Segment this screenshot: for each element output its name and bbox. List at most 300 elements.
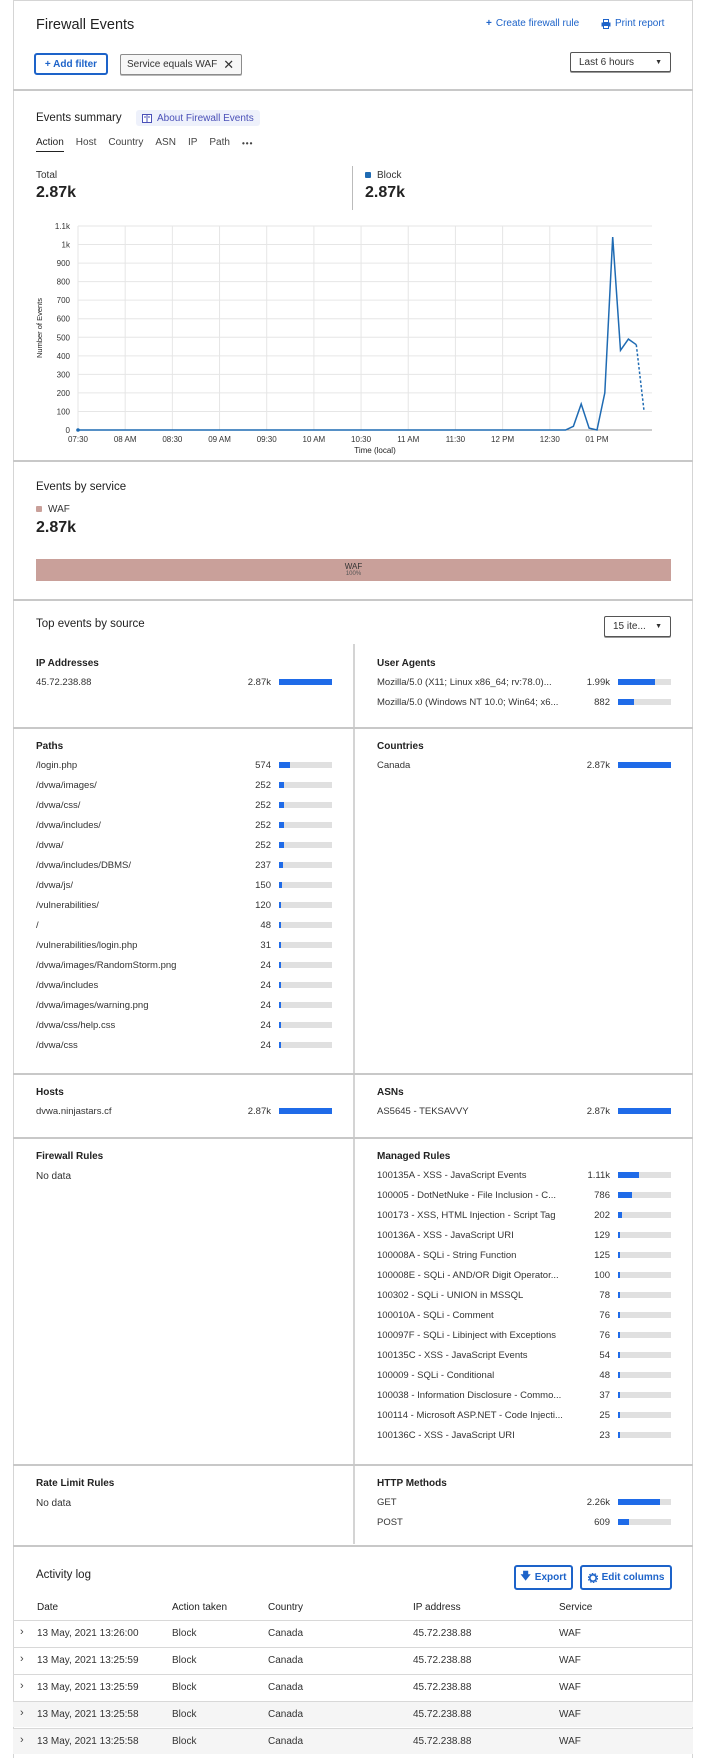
source-row-label: /vulnerabilities/: [36, 899, 99, 911]
source-row-bar: [279, 782, 332, 788]
no-data-text: No data: [36, 1498, 72, 1509]
source-row-bar: [618, 1392, 671, 1398]
printer-icon: [601, 19, 611, 29]
tab-ip[interactable]: IP: [187, 137, 198, 148]
source-row-label: 100136C - XSS - JavaScript URI: [377, 1429, 515, 1441]
source-row-value: 76: [599, 1309, 610, 1321]
source-row-label: /dvwa/includes/: [36, 819, 101, 831]
source-row-bar: [279, 942, 332, 948]
source-row-bar-fill: [618, 1519, 629, 1525]
tab-country[interactable]: Country: [108, 137, 144, 148]
events-by-service-title: Events by service: [36, 481, 127, 493]
page-title: Firewall Events: [36, 17, 135, 33]
chevron-right-icon[interactable]: ›: [20, 1734, 24, 1746]
source-row-label: 100302 - SQLi - UNION in MSSQL: [377, 1289, 524, 1301]
source-row[interactable]: [36, 878, 332, 892]
source-row-label: 100008E - SQLi - AND/OR Digit Operator...: [377, 1269, 559, 1281]
table-cell: 45.72.238.88: [413, 1628, 472, 1639]
source-row-bar: [618, 1108, 671, 1114]
source-row[interactable]: [377, 675, 671, 689]
source-row[interactable]: [36, 838, 332, 852]
source-row[interactable]: [377, 1428, 671, 1442]
table-row[interactable]: [13, 1701, 693, 1727]
no-data-text: No data: [36, 1171, 72, 1182]
source-row-bar-fill: [618, 1192, 632, 1198]
y-tick-label: 400: [56, 351, 70, 361]
source-row-bar-fill: [618, 1499, 660, 1505]
source-row-bar-fill: [279, 782, 284, 788]
tab-action[interactable]: Action: [36, 137, 64, 152]
source-row-bar-fill: [618, 1252, 620, 1258]
source-row[interactable]: [377, 1388, 671, 1402]
source-row[interactable]: [36, 938, 332, 952]
tab-asn[interactable]: ASN: [155, 137, 176, 148]
source-row-bar-fill: [279, 962, 281, 968]
x-tick-label: 07:30: [67, 435, 89, 444]
source-row[interactable]: [36, 998, 332, 1012]
panel-title-ip-addresses: IP Addresses: [36, 658, 99, 669]
x-tick-label: 12:30: [539, 435, 560, 444]
source-row-value: 24: [260, 1039, 271, 1051]
chevron-down-icon: ▼: [655, 58, 662, 66]
table-cell: 13 May, 2021 13:25:59: [37, 1682, 139, 1693]
source-row-bar-fill: [279, 822, 284, 828]
source-row-bar-fill: [279, 842, 284, 848]
source-row-value: 129: [594, 1229, 610, 1241]
panel-title-asns: ASNs: [377, 1087, 404, 1098]
table-cell: Block: [172, 1709, 197, 1720]
panel-title-hosts: Hosts: [36, 1087, 64, 1098]
source-row[interactable]: [377, 1104, 671, 1118]
source-row-value: 252: [255, 779, 271, 791]
table-row[interactable]: [13, 1728, 693, 1754]
source-row-bar: [279, 1108, 332, 1114]
y-tick-label: 1k: [61, 240, 70, 250]
source-row-value: 24: [260, 959, 271, 971]
source-row-value: 1.11k: [587, 1169, 610, 1181]
source-row-value: 2.87k: [247, 676, 271, 688]
source-row-bar-fill: [618, 1392, 620, 1398]
source-row-value: 54: [599, 1349, 610, 1361]
source-row-label: /dvwa/images/warning.png: [36, 999, 149, 1011]
summary-tabs: [36, 137, 265, 152]
source-row[interactable]: [377, 1208, 671, 1222]
x-tick-label: 09:30: [256, 435, 277, 444]
gear-icon: [588, 1573, 598, 1583]
y-tick-label: 0: [65, 426, 70, 435]
source-row-bar: [279, 882, 332, 888]
filter-chip: [120, 54, 242, 75]
source-row-label: 100173 - XSS, HTML Injection - Script Tag: [377, 1209, 556, 1221]
activity-table-header: [13, 1598, 693, 1618]
table-cell: Canada: [268, 1709, 304, 1720]
book-icon: [142, 114, 152, 123]
source-row-bar: [618, 1252, 671, 1258]
column-ip[interactable]: IP address: [413, 1602, 461, 1613]
source-row-bar-fill: [279, 1108, 332, 1114]
source-row[interactable]: [36, 675, 332, 689]
create-rule-link[interactable]: + Create firewall rule: [486, 18, 580, 29]
source-row-bar: [279, 822, 332, 828]
chevron-right-icon[interactable]: ›: [20, 1707, 24, 1719]
source-row-bar-fill: [618, 1372, 620, 1378]
activity-log-title: Activity log: [36, 1569, 91, 1581]
source-row-bar-fill: [618, 762, 671, 768]
y-tick-label: 1.1k: [54, 222, 70, 231]
source-row[interactable]: [377, 1368, 671, 1382]
source-row-value: 786: [594, 1189, 610, 1201]
source-row-value: 76: [599, 1329, 610, 1341]
table-row[interactable]: [13, 1674, 693, 1700]
source-row-bar-fill: [279, 1022, 281, 1028]
source-row-label: Mozilla/5.0 (Windows NT 10.0; Win64; x6...: [377, 696, 559, 708]
source-row-value: 23: [599, 1429, 610, 1441]
source-row-bar-fill: [279, 862, 283, 868]
source-row-bar-fill: [618, 1412, 620, 1418]
source-row-bar-fill: [618, 699, 634, 705]
y-tick-label: 200: [56, 388, 70, 398]
source-row-bar-fill: [279, 679, 332, 685]
block-series-line: [78, 237, 636, 430]
x-tick-label: 08 AM: [113, 435, 137, 444]
time-range-select[interactable]: Last 6 hours ▼: [570, 52, 671, 72]
block-series-projection-line: [636, 345, 644, 412]
source-row-value: 31: [260, 939, 271, 951]
source-row-label: /dvwa/css/: [36, 799, 81, 811]
source-row-bar-fill: [618, 1108, 671, 1114]
table-cell: Block: [172, 1628, 197, 1639]
edit-columns-button[interactable]: Edit columns: [580, 1565, 672, 1590]
x-tick-label: 09 AM: [208, 435, 231, 444]
table-cell: 45.72.238.88: [413, 1709, 472, 1720]
source-row-value: 609: [594, 1516, 610, 1528]
source-row-value: 125: [594, 1249, 610, 1261]
source-row-bar: [618, 762, 671, 768]
source-row-bar: [618, 1372, 671, 1378]
source-row-label: 100038 - Information Disclosure - Commo...: [377, 1389, 562, 1401]
table-cell: 13 May, 2021 13:26:00: [37, 1628, 139, 1639]
x-tick-label: 10:30: [351, 435, 372, 444]
source-row-bar-fill: [279, 882, 282, 888]
source-row[interactable]: [377, 1168, 671, 1182]
source-row-value: 48: [260, 919, 271, 931]
source-row-bar: [279, 862, 332, 868]
source-row-label: /login.php: [36, 759, 78, 771]
source-row-value: 120: [255, 899, 271, 911]
x-tick-label: 08:30: [162, 435, 183, 444]
source-row-bar: [279, 842, 332, 848]
source-row-bar-fill: [279, 1002, 281, 1008]
y-tick-label: 700: [56, 296, 70, 306]
source-row-value: 252: [255, 799, 271, 811]
source-row-value: 1.99k: [586, 676, 610, 688]
source-row[interactable]: [36, 798, 332, 812]
source-row[interactable]: [377, 1348, 671, 1362]
table-cell: 45.72.238.88: [413, 1682, 472, 1693]
source-row-label: /dvwa/images/RandomStorm.png: [36, 959, 177, 971]
source-row-bar-fill: [618, 679, 655, 685]
source-row[interactable]: [36, 958, 332, 972]
plus-icon: +: [486, 18, 492, 29]
panel-title-countries: Countries: [377, 741, 424, 752]
table-cell: 13 May, 2021 13:25:59: [37, 1655, 139, 1666]
source-row[interactable]: [36, 1038, 332, 1052]
total-value: 2.87k: [36, 184, 77, 201]
table-cell: 45.72.238.88: [413, 1736, 472, 1747]
chevron-right-icon[interactable]: ›: [20, 1653, 24, 1665]
y-tick-label: 500: [56, 333, 70, 343]
source-row[interactable]: [377, 1248, 671, 1262]
source-row[interactable]: [36, 1018, 332, 1032]
source-row-label: AS5645 - TEKSAVVY: [377, 1105, 469, 1117]
x-tick-label: 10 AM: [302, 435, 326, 444]
service-bar-waf[interactable]: WAF 100%: [36, 559, 671, 581]
source-row[interactable]: [377, 1308, 671, 1322]
source-row-bar-fill: [618, 1432, 620, 1438]
y-tick-label: 600: [56, 314, 70, 324]
table-cell: WAF: [559, 1655, 581, 1666]
source-row-value: 2.26k: [586, 1496, 610, 1508]
source-row-bar: [279, 982, 332, 988]
table-cell: WAF: [559, 1682, 581, 1693]
panel-title-firewall-rules: Firewall Rules: [36, 1151, 104, 1162]
y-tick-label: 900: [56, 259, 70, 269]
source-row-label: 100010A - SQLi - Comment: [377, 1309, 494, 1321]
source-row-label: /dvwa/: [36, 839, 64, 851]
source-row-bar: [279, 679, 332, 685]
source-row-bar-fill: [618, 1232, 620, 1238]
source-row-label: /: [36, 919, 39, 931]
source-row[interactable]: [36, 758, 332, 772]
source-row-bar: [618, 679, 671, 685]
source-row-bar: [618, 1312, 671, 1318]
source-row-bar: [618, 1172, 671, 1178]
table-row[interactable]: [13, 1620, 693, 1646]
source-row-label: dvwa.ninjastars.cf: [36, 1105, 112, 1117]
tab-path[interactable]: Path: [209, 137, 230, 148]
top-events-title: Top events by source: [36, 618, 145, 630]
y-tick-label: 800: [56, 277, 70, 287]
export-button[interactable]: 🡇 Export: [514, 1565, 573, 1590]
chevron-down-icon: ▼: [655, 623, 662, 630]
table-cell: WAF: [559, 1709, 581, 1720]
source-row-bar-fill: [279, 982, 281, 988]
source-row-bar: [618, 1232, 671, 1238]
table-cell: Block: [172, 1682, 197, 1693]
table-cell: Block: [172, 1655, 197, 1666]
panel-title-managed-rules: Managed Rules: [377, 1151, 451, 1162]
block-label: Block: [365, 170, 401, 181]
source-row-label: /vulnerabilities/login.php: [36, 939, 138, 951]
source-row-bar-fill: [279, 802, 284, 808]
source-row-value: 24: [260, 999, 271, 1011]
source-row-bar: [618, 1192, 671, 1198]
items-count-select[interactable]: 15 ite... ▼: [604, 616, 671, 637]
block-legend-swatch: [365, 172, 371, 178]
source-row-bar: [279, 922, 332, 928]
source-row-bar-fill: [279, 922, 281, 928]
chevron-right-icon[interactable]: ›: [20, 1626, 24, 1638]
y-tick-label: 100: [56, 407, 70, 417]
source-row-value: 37: [599, 1389, 610, 1401]
source-row-bar: [279, 762, 332, 768]
source-row-value: 237: [255, 859, 271, 871]
source-row[interactable]: [377, 1268, 671, 1282]
source-row-label: 100135A - XSS - JavaScript Events: [377, 1169, 527, 1181]
source-row[interactable]: [377, 695, 671, 709]
source-row-bar: [279, 1042, 332, 1048]
y-tick-label: 300: [56, 370, 70, 380]
source-row-bar: [618, 1432, 671, 1438]
source-row[interactable]: [377, 1408, 671, 1422]
block-value: 2.87k: [365, 184, 406, 201]
download-icon: 🡇: [520, 1571, 531, 1582]
source-row-bar: [279, 1022, 332, 1028]
tab-host[interactable]: Host: [75, 137, 97, 148]
source-row-label: /dvwa/includes: [36, 979, 99, 991]
column-action[interactable]: Action taken: [172, 1602, 228, 1613]
series-start-point: [76, 428, 80, 432]
source-row-bar-fill: [618, 1272, 620, 1278]
source-row-value: 2.87k: [247, 1105, 271, 1117]
service-legend: WAF: [36, 504, 70, 515]
panel-title-http-methods: HTTP Methods: [377, 1478, 447, 1489]
source-row-bar-fill: [279, 902, 281, 908]
source-row[interactable]: [36, 778, 332, 792]
source-row-value: 2.87k: [586, 759, 610, 771]
source-row-bar-fill: [618, 1312, 620, 1318]
source-row-label: POST: [377, 1516, 403, 1528]
source-row-label: /dvwa/images/: [36, 779, 97, 791]
source-row-value: 78: [599, 1289, 610, 1301]
filter-chip-label: Service equals WAF: [127, 59, 218, 70]
source-row-bar-fill: [279, 942, 281, 948]
source-row-label: GET: [377, 1496, 397, 1508]
source-row[interactable]: [36, 858, 332, 872]
table-cell: 13 May, 2021 13:25:58: [37, 1736, 139, 1747]
about-firewall-events-link[interactable]: About Firewall Events: [136, 110, 260, 126]
x-tick-label: 11 AM: [397, 435, 420, 444]
x-tick-label: 11:30: [445, 435, 466, 444]
source-row-value: 24: [260, 1019, 271, 1031]
source-row-bar: [279, 802, 332, 808]
events-line-chart: [30, 218, 670, 458]
table-cell: Canada: [268, 1655, 304, 1666]
table-cell: Canada: [268, 1736, 304, 1747]
table-cell: 13 May, 2021 13:25:58: [37, 1709, 139, 1720]
chevron-right-icon[interactable]: ›: [20, 1680, 24, 1692]
source-row[interactable]: [377, 1288, 671, 1302]
source-row[interactable]: [377, 1228, 671, 1242]
x-tick-label: 12 PM: [491, 435, 515, 444]
table-cell: WAF: [559, 1736, 581, 1747]
source-row-label: Mozilla/5.0 (X11; Linux x86_64; rv:78.0)...: [377, 676, 552, 688]
source-row[interactable]: [36, 978, 332, 992]
source-row[interactable]: [377, 1495, 671, 1509]
source-row-value: 24: [260, 979, 271, 991]
source-row-label: 100114 - Microsoft ASP.NET - Code Injecti...: [377, 1409, 563, 1421]
total-label: Total: [36, 170, 58, 181]
source-row-label: /dvwa/includes/DBMS/: [36, 859, 132, 871]
source-row-bar: [618, 1352, 671, 1358]
service-total: 2.87k: [36, 519, 77, 536]
source-row-bar: [618, 1519, 671, 1525]
source-row-bar: [618, 1292, 671, 1298]
source-row-label: Canada: [377, 759, 411, 771]
source-row-bar: [618, 1499, 671, 1505]
source-row-bar-fill: [618, 1292, 620, 1298]
source-row-value: 100: [594, 1269, 610, 1281]
source-row[interactable]: [377, 758, 671, 772]
source-row-bar: [279, 902, 332, 908]
add-filter-button[interactable]: + Add filter: [34, 53, 108, 75]
table-cell: 45.72.238.88: [413, 1655, 472, 1666]
source-row-value: 882: [594, 696, 610, 708]
column-service[interactable]: Service: [559, 1602, 593, 1613]
x-tick-label: 01 PM: [585, 435, 609, 444]
events-summary-title: Events summary: [36, 112, 122, 124]
source-row-label: /dvwa/js/: [36, 879, 73, 891]
y-axis-title: Number of Events: [35, 297, 44, 359]
source-row-bar-fill: [279, 762, 290, 768]
source-row-bar: [618, 1332, 671, 1338]
source-row-label: /dvwa/css: [36, 1039, 78, 1051]
print-report-link[interactable]: Print report: [601, 18, 664, 29]
x-axis-title: Time (local): [354, 446, 396, 455]
source-row[interactable]: [36, 898, 332, 912]
panel-title-user-agents: User Agents: [377, 658, 436, 669]
table-cell: WAF: [559, 1628, 581, 1639]
panel-title-rate-limit-rules: Rate Limit Rules: [36, 1478, 115, 1489]
source-row-label: 100009 - SQLi - Conditional: [377, 1369, 495, 1381]
source-row-label: 100097F - SQLi - Libinject with Exceptions: [377, 1329, 557, 1341]
more-tabs-button[interactable]: •••: [241, 139, 254, 148]
source-row[interactable]: [36, 1104, 332, 1118]
source-row[interactable]: [377, 1515, 671, 1529]
column-country[interactable]: Country: [268, 1602, 304, 1613]
source-row-value: 202: [594, 1209, 610, 1221]
source-row[interactable]: [377, 1188, 671, 1202]
source-row-label: 45.72.238.88: [36, 676, 92, 688]
table-row[interactable]: [13, 1647, 693, 1673]
source-row-bar-fill: [279, 1042, 281, 1048]
close-icon[interactable]: ✕: [223, 56, 235, 72]
table-cell: Block: [172, 1736, 197, 1747]
source-row[interactable]: [36, 918, 332, 932]
column-date[interactable]: Date: [37, 1602, 59, 1613]
source-row-bar: [279, 1002, 332, 1008]
source-row-value: 150: [255, 879, 271, 891]
source-row-label: 100005 - DotNetNuke - File Inclusion - C...: [377, 1189, 556, 1201]
source-row-bar: [279, 962, 332, 968]
source-row-value: 574: [255, 759, 271, 771]
source-row-bar-fill: [618, 1352, 620, 1358]
table-cell: Canada: [268, 1682, 304, 1693]
source-row-label: 100136A - XSS - JavaScript URI: [377, 1229, 514, 1241]
source-row-bar-fill: [618, 1172, 639, 1178]
source-row-label: /dvwa/css/help.css: [36, 1019, 116, 1031]
source-row-bar-fill: [618, 1332, 620, 1338]
source-row-bar: [618, 1272, 671, 1278]
source-row-bar: [618, 1212, 671, 1218]
source-row-label: 100135C - XSS - JavaScript Events: [377, 1349, 528, 1361]
source-row[interactable]: [36, 818, 332, 832]
source-row-bar-fill: [618, 1212, 622, 1218]
source-row-value: 25: [599, 1409, 610, 1421]
waf-legend-swatch: [36, 506, 42, 512]
source-row[interactable]: [377, 1328, 671, 1342]
source-row-bar: [618, 699, 671, 705]
